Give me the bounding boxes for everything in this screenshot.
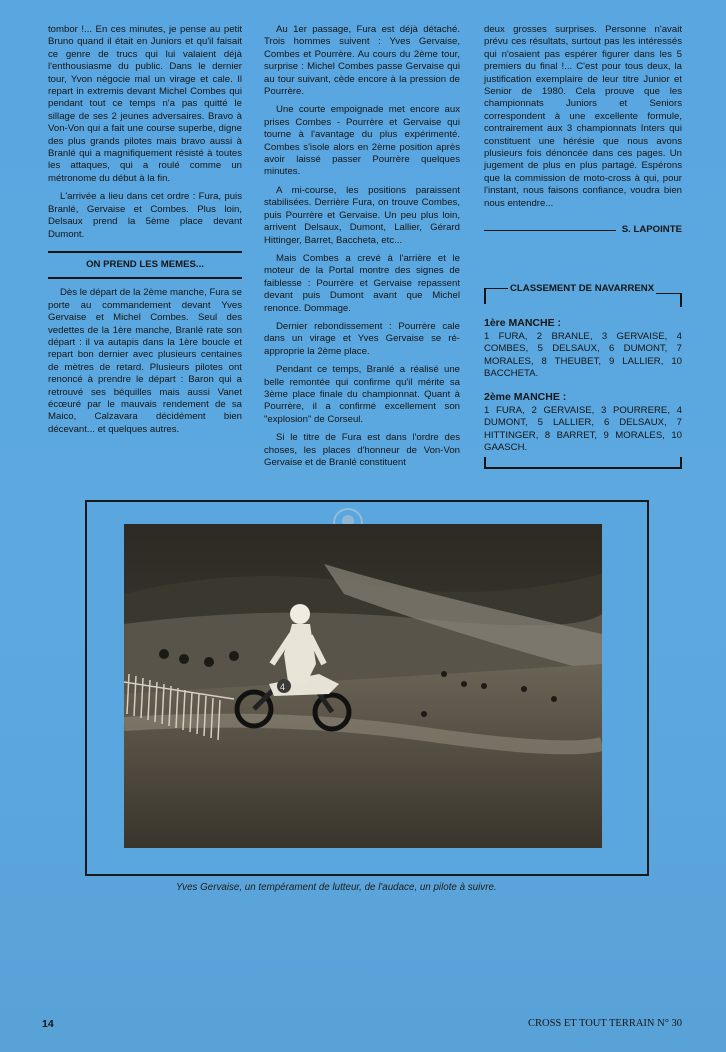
article-paragraph: tombor !... En ces minutes, je pense au petit Bruno quand il était en Juniors et qu'il faisait ce genre de trucs qui lui valaient déjà l'enthousiasme du public. Dans le dernier tour, Yvon négocie mal un virage et cale. Il repart in extremis devant Michel Combes qui pendant tout ce temps n'a pas quitté le sillage de ses 2 jeunes adversaires. Bravo à Von-Von qui a fait une course superbe, digne des plus grands pilotes mais bravo aussi à Branlé qui a magnifiquement résisté à toutes les attaques, qui a roulé comme un métronome du début à la fin. (48, 24, 242, 184)
results-box-footer (484, 457, 682, 469)
box-rule (486, 467, 680, 469)
box-corner (680, 293, 682, 307)
article-paragraph: Pendant ce temps, Branlé a réalisé une belle remontée qui confirme qu'il mérite sa 3ème place finale du championnat. Quant à Pourrère, il a confirmé excellement son "explosion" de Corseul. (264, 364, 460, 425)
motocross-photo (124, 524, 602, 848)
results-title: CLASSEMENT DE NAVARRENX (510, 282, 655, 294)
article-paragraph: Une courte empoignade met encore aux prises Combes - Pourrère et Gervaise qui tourne à l'avantage du plus expérimenté. Combes s'isole alors en 2ème position après avoir laissé passer Pourrère quelques minutes. (264, 104, 460, 178)
section-rule (48, 277, 242, 279)
box-rule (486, 288, 508, 290)
article-paragraph: Dès le départ de la 2ème manche, Fura se porte au commandement devant Yves Gervaise et Michel Combes. Seul des vedettes de la 1ère manche, Branlé rate son départ : il va autapis dans la 1ère boucle et repart bon dernier avec plusieurs centaines de mètres de retard. Plusieurs pilotes ont renoncé à prendre le départ : Baron qui a retrouvé ses béquilles mais aussi Vanet écœuré par le mauvais rendement de sa Maico, Calzavara décidément bien décevant... et quelques autres. (48, 287, 242, 435)
photo-caption: Yves Gervaise, un tempérament de lutteur, de l'audace, un pilote à suivre. (176, 882, 497, 893)
article-column-1 (48, 24, 242, 442)
results-box-header (484, 283, 682, 307)
author-signature (484, 224, 682, 236)
article-paragraph: Au 1er passage, Fura est déjà détaché. Trois hommes suivent : Yves Gervaise, Combes et Pourrère. Au cours du 2ème tour, surprise : Michel Combes passe Gervaise qui au tour suivant, cède encore à la pression de Pourrère. (264, 24, 460, 98)
rider-number: 4 (280, 682, 286, 692)
section-rule (48, 251, 242, 253)
signature-line (484, 230, 616, 231)
article-column-3 (484, 24, 682, 469)
article-paragraph: Si le titre de Fura est dans l'ordre des choses, les places d'honneur de Von-Von Gervaise et de Branlé constituent (264, 432, 460, 468)
magazine-footer: CROSS ET TOUT TERRAIN N° 30 (528, 1018, 683, 1029)
article-paragraph: deux grosses surprises. Personne n'avait prévu ces résultats, surtout pas les intéressés qui n'osaient pas espérer figurer dans les 5 premiers du final !... C'est pour tous deux, la justification exemplaire de leur titre Junior et Senior de 1980. Cela prouve que les championnats Juniors et Seniors correspondent à une excellente formule, contrairement aux 3 championnats Inters qui constituent une hérésie que nous avons plusieurs fois dénoncée dans ces pages. Un jugement de plus en plus partagé. Espérons que la commission de moto-cross à qui, pour l'instant, nous faisons confiance, voudra bien nous entendre... (484, 24, 682, 209)
section-heading: ON PREND LES MEMES... (86, 258, 204, 270)
box-rule (656, 293, 680, 295)
article-paragraph: L'arrivée a lieu dans cet ordre : Fura, puis Branlé, Gervaise et Combes. Plus loin, Delsaux prend la 5ème place devant Dumont. (48, 191, 242, 240)
article-paragraph: A mi-course, les positions paraissent stabilisées. Derrière Fura, on trouve Combes, puis Pourrère et Gervaise. Un peu plus loin, arrivent Delsaux, Dumont, Lallier, Gérard Hittinger, Barret, Baccheta, etc... (264, 184, 460, 246)
box-corner (484, 288, 486, 304)
manche-2-results: 1 FURA, 2 GERVAISE, 3 POURRERE, 4 DUMONT, 5 LALLIER, 6 DELSAUX, 7 HITTINGER, 8 BARRET, 9 MORALES, 10 GAASCH. (484, 404, 682, 454)
box-corner (680, 457, 682, 469)
manche-2-title: 2ème MANCHE : (484, 390, 567, 403)
page-number: 14 (42, 1018, 54, 1030)
manche-1-title: 1ère MANCHE : (484, 316, 562, 329)
article-column-2 (264, 24, 460, 475)
article-paragraph: Mais Combes a crevé à l'arrière et le moteur de la Portal montre des signes de faiblesse : Pourrère et Gervaise repassent devant puis Dumont avant que Michel renonce. Dommage. (264, 252, 460, 314)
article-paragraph: Dernier rebondissement : Pourrère cale dans un virage et Yves Gervaise se ré-approprie la 2ème place. (264, 320, 460, 357)
manche-1-results: 1 FURA, 2 BRANLE, 3 GERVAISE, 4 COMBES, 5 DELSAUX, 6 DUMONT, 7 MORALES, 8 THEUBET, 9 LALLIER, 10 BACCHETA. (484, 330, 682, 380)
author-name: S. LAPOINTE (621, 224, 682, 236)
photo-image (124, 524, 602, 848)
